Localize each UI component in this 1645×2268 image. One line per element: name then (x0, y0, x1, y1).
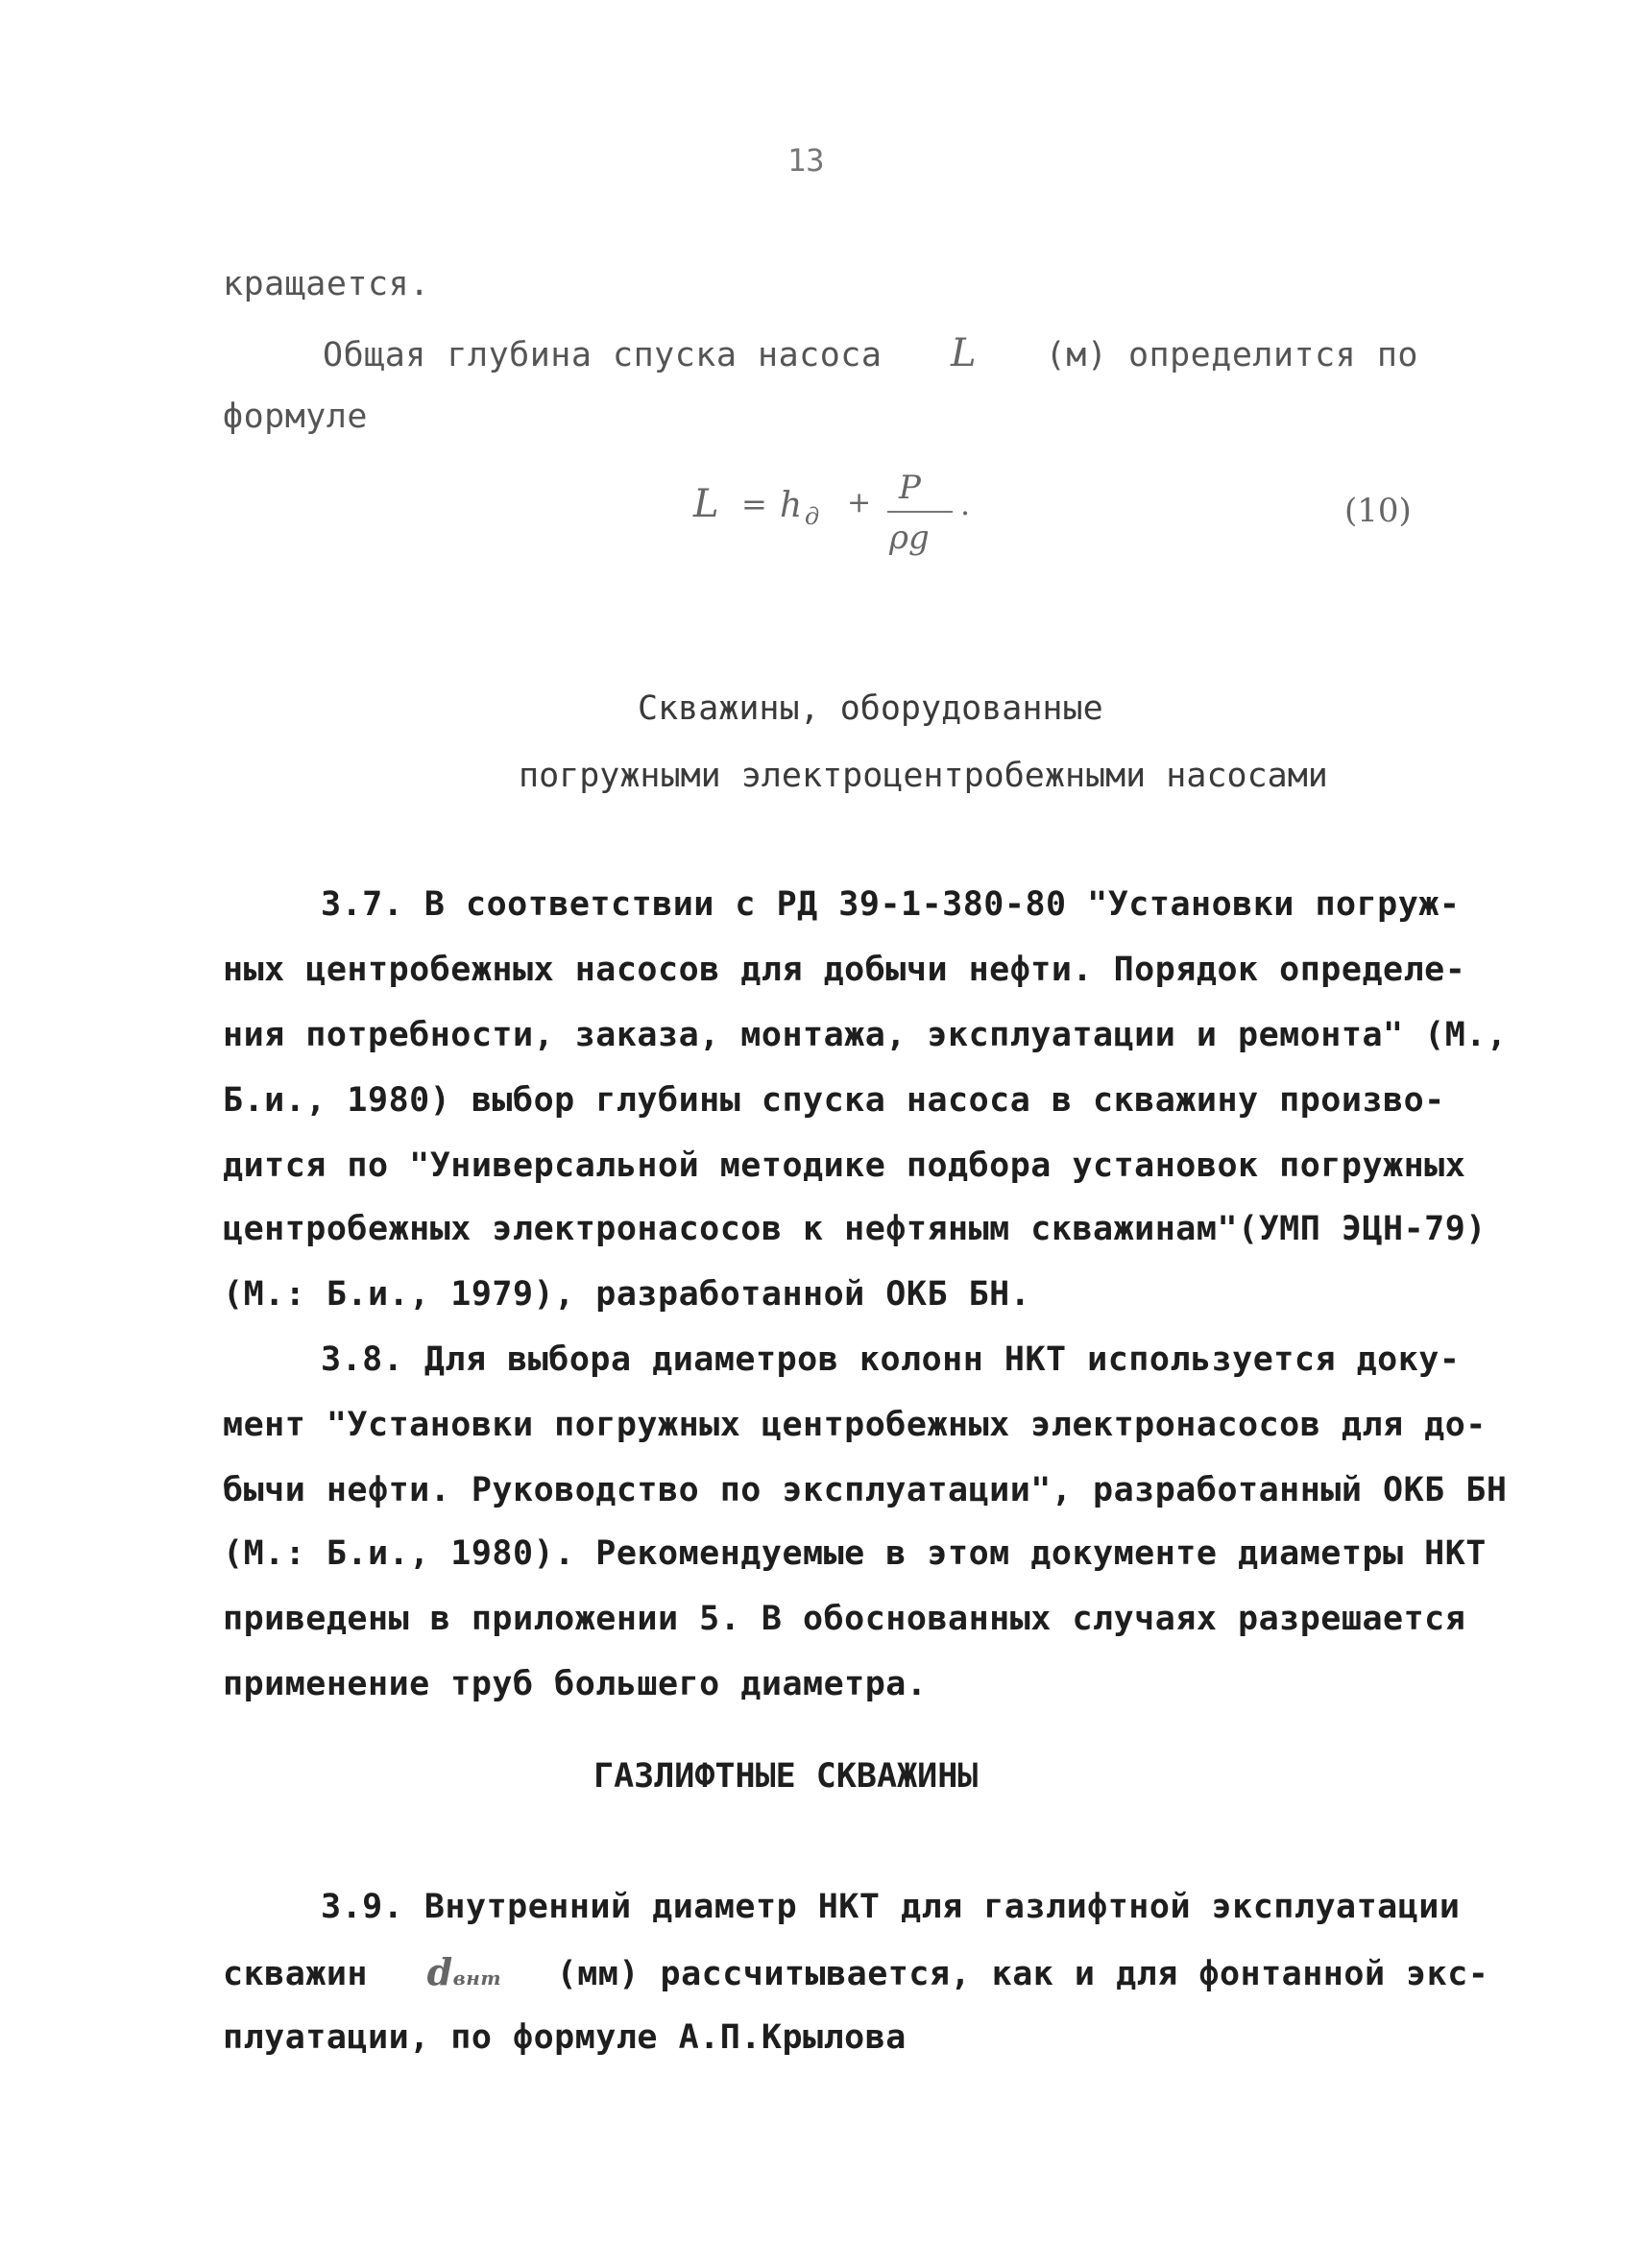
section-heading-line2: погружными электроцентробежными насосами (519, 757, 1328, 795)
formula-h-subscript: д (805, 503, 820, 530)
paragraph-3-7-line: Б.и., 1980) выбор глубины спуска насоса в скважину произво- (223, 1081, 1445, 1120)
text-fragment: (мм) рассчитывается, как и для фонтанной экс- (556, 1955, 1489, 1993)
paragraph-3-7-line: (М.: Б.и., 1979), разработанной ОКБ БН. (223, 1275, 1031, 1314)
text-line: кращается. (223, 265, 430, 303)
paragraph-3-8-line: (М.: Б.и., 1980). Рекомендуемые в этом документе диаметры НКТ (223, 1534, 1487, 1573)
section-heading-gaslift: ГАЗЛИФТНЫЕ СКВАЖИНЫ (593, 1757, 979, 1796)
paragraph-3-8-line: применение труб большего диаметра. (223, 1665, 928, 1703)
symbol-d: d (426, 1950, 453, 1993)
text-line: формуле (223, 398, 369, 436)
formula-equals: = (741, 486, 767, 522)
paragraph-3-8-line: 3.8. Для выбора диаметров колонн НКТ используется доку- (321, 1340, 1461, 1379)
text-fragment: Общая глубина спуска насоса (323, 336, 883, 374)
symbol-d-subscript: внт (452, 1966, 502, 1990)
formula-period: . (960, 486, 971, 522)
formula-denominator: ρg (889, 519, 930, 557)
equation-number: (10) (1344, 492, 1412, 530)
formula-h: h (780, 486, 803, 525)
paragraph-3-7-line: дится по "Универсальной методике подбора установок погружных (223, 1146, 1466, 1185)
page-number: 13 (787, 142, 825, 179)
formula-numerator: P (899, 469, 921, 507)
paragraph-3-9-line: плуатации, по формуле А.П.Крылова (223, 2018, 907, 2057)
paragraph-3-8-line: мент "Установки погружных центробежных электронасосов для до- (223, 1406, 1487, 1444)
paragraph-3-8-line: приведены в приложении 5. В обоснованных случаях разрешается (223, 1600, 1466, 1638)
formula-lhs: L (693, 482, 719, 526)
paragraph-3-8-line: бычи нефти. Руководство по эксплуатации", разработанный ОКБ БН (223, 1471, 1508, 1509)
text-fragment: (м) определится по (1045, 336, 1418, 374)
section-heading-line1: Скважины, оборудованные (638, 689, 1103, 728)
paragraph-3-9-line: 3.9. Внутренний диаметр НКТ для газлифтной эксплуатации (321, 1888, 1461, 1926)
paragraph-3-7-line: ния потребности, заказа, монтажа, эксплуатации и ремонта" (М., (223, 1016, 1508, 1054)
paragraph-3-7-line: ных центробежных насосов для добычи нефти. Порядок определе- (223, 951, 1466, 989)
text-fragment: скважин (223, 1955, 369, 1993)
paragraph-3-7-line: центробежных электронасосов к нефтяным скважинам"(УМП ЭЦН-79) (223, 1210, 1487, 1248)
paragraph-3-7-line: 3.7. В соответствии с РД 39-1-380-80 "Установки погруж- (321, 885, 1461, 924)
paragraph-3-9-line (223, 1949, 1488, 2001)
formula-plus: + (847, 486, 872, 519)
symbol-L: L (951, 331, 978, 375)
fraction-bar (887, 511, 953, 513)
text-line (323, 330, 1418, 378)
